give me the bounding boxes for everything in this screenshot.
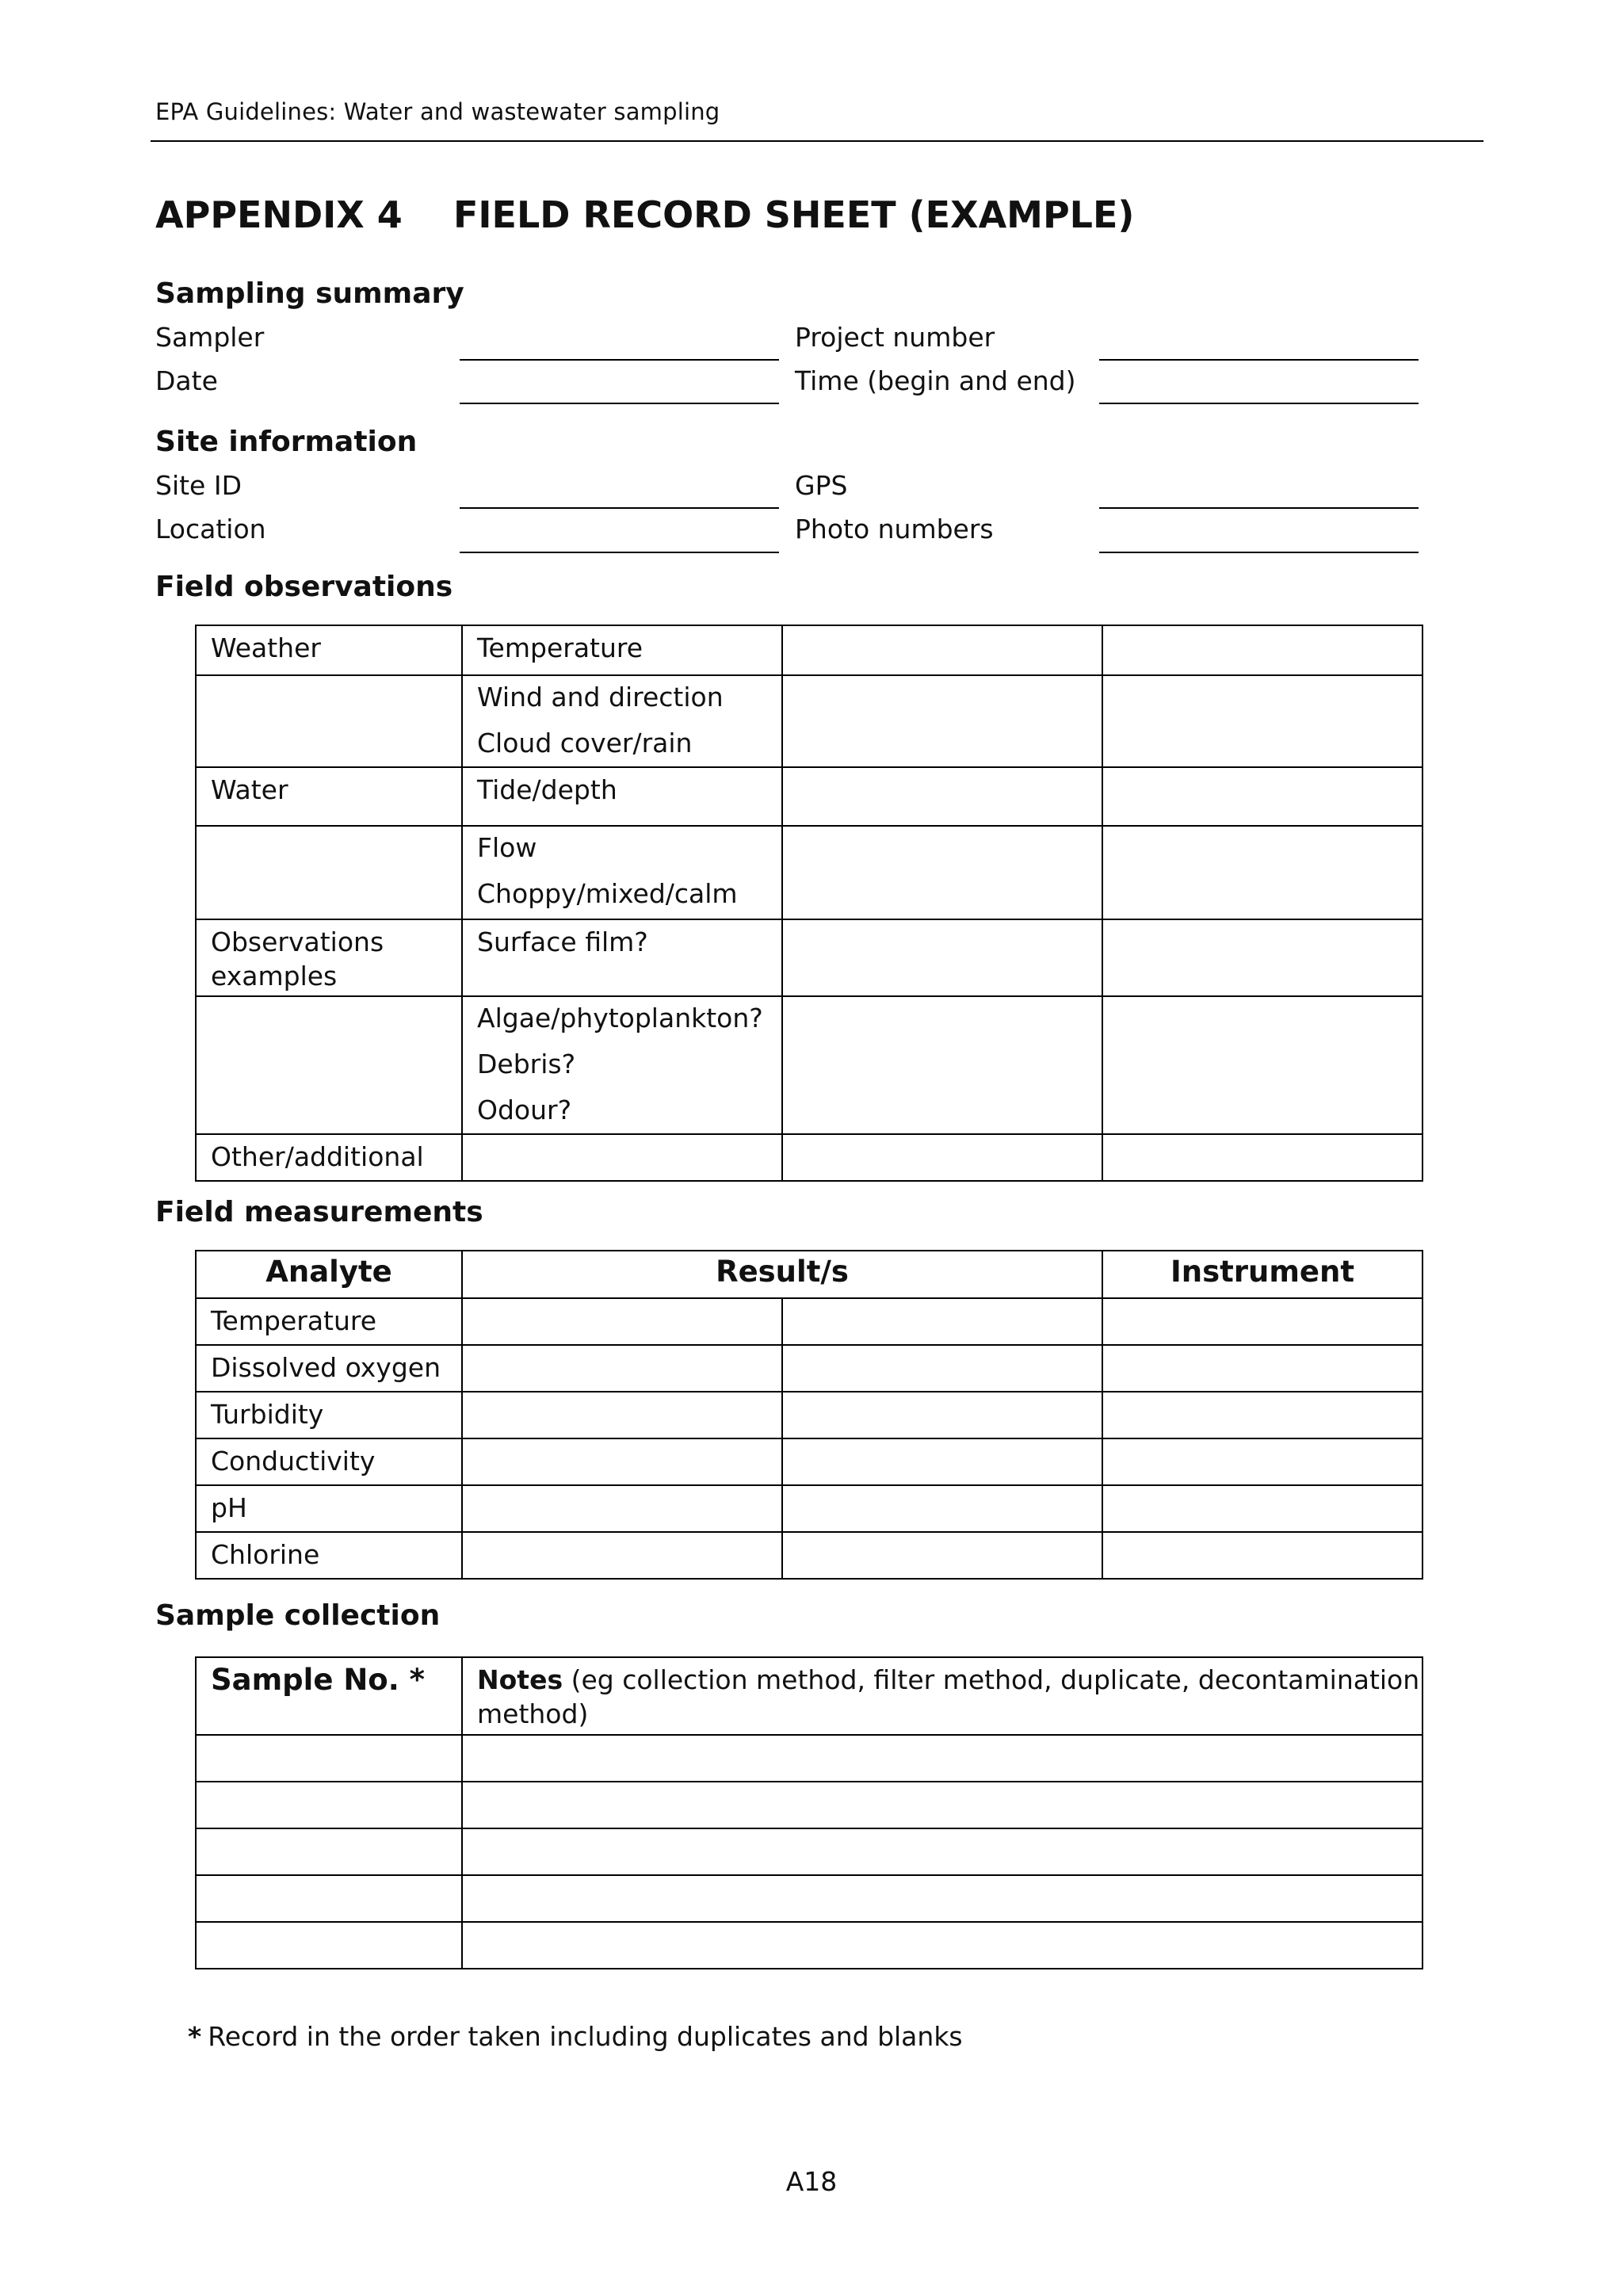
obs-item-debris: Debris?: [477, 1049, 576, 1079]
obs-item-flow: Flow: [477, 832, 537, 863]
result-cell[interactable]: [462, 1345, 782, 1392]
footnote-text: Record in the order taken including duplicates and blanks: [208, 2021, 963, 2052]
gps-label: GPS: [795, 470, 848, 501]
table-row: [196, 1735, 1423, 1782]
table-row: [196, 919, 1423, 996]
site-id-field[interactable]: [460, 507, 779, 509]
result-cell[interactable]: [782, 1532, 1102, 1579]
sample-no-cell[interactable]: [196, 1735, 462, 1782]
notes-header-bold: Notes: [477, 1664, 563, 1695]
instrument-cell[interactable]: [1102, 1438, 1423, 1485]
table-row: [196, 625, 1423, 675]
obs-category-empty: [196, 996, 462, 1134]
instrument-cell[interactable]: [1102, 1298, 1423, 1345]
sample-no-cell[interactable]: [196, 1828, 462, 1875]
analyte-cell: Turbidity: [196, 1392, 462, 1438]
obs-item-choppy: Choppy/mixed/calm: [477, 878, 738, 909]
obs-entry-cell[interactable]: [1102, 996, 1423, 1134]
analyte-cell: Dissolved oxygen: [196, 1345, 462, 1392]
sample-no-cell[interactable]: [196, 1922, 462, 1969]
result-cell[interactable]: [462, 1392, 782, 1438]
running-header: EPA Guidelines: Water and wastewater sampling: [155, 98, 720, 125]
obs-entry-cell[interactable]: [462, 1134, 782, 1181]
field-observations-heading: Field observations: [155, 571, 453, 603]
footnote-marker: *: [188, 2021, 202, 2052]
obs-entry-cell[interactable]: [782, 767, 1102, 826]
obs-item-surface-film: Surface film?: [462, 919, 782, 996]
location-label: Location: [155, 514, 266, 544]
notes-header-description: (eg collection method, filter method, duplicate, decontamination method): [477, 1664, 1420, 1729]
column-header-instrument: Instrument: [1102, 1251, 1423, 1298]
date-field[interactable]: [460, 403, 779, 404]
date-label: Date: [155, 365, 218, 396]
sampler-field[interactable]: [460, 359, 779, 361]
obs-item-odour: Odour?: [477, 1095, 572, 1125]
obs-entry-cell[interactable]: [782, 625, 1102, 675]
analyte-cell: Chlorine: [196, 1532, 462, 1579]
obs-category-empty: [196, 675, 462, 767]
obs-item-algae: Algae/phytoplankton?: [477, 1003, 763, 1033]
table-row: [196, 1438, 1423, 1485]
obs-category-weather: Weather: [196, 625, 462, 675]
obs-entry-cell[interactable]: [1102, 826, 1423, 919]
instrument-cell[interactable]: [1102, 1345, 1423, 1392]
obs-entry-cell[interactable]: [782, 826, 1102, 919]
obs-entry-cell[interactable]: [1102, 625, 1423, 675]
obs-entry-cell[interactable]: [782, 919, 1102, 996]
analyte-cell: Temperature: [196, 1298, 462, 1345]
location-field[interactable]: [460, 552, 779, 553]
instrument-cell[interactable]: [1102, 1485, 1423, 1532]
obs-entry-cell[interactable]: [1102, 675, 1423, 767]
obs-item-group: [462, 675, 782, 767]
obs-entry-cell[interactable]: [782, 996, 1102, 1134]
instrument-cell[interactable]: [1102, 1532, 1423, 1579]
table-row: [196, 1922, 1423, 1969]
instrument-cell[interactable]: [1102, 1392, 1423, 1438]
project-number-field[interactable]: [1099, 359, 1419, 361]
result-cell[interactable]: [462, 1532, 782, 1579]
sample-collection-table: [195, 1656, 1423, 1969]
table-header-row: [196, 1251, 1423, 1298]
analyte-cell: Conductivity: [196, 1438, 462, 1485]
time-field[interactable]: [1099, 403, 1419, 404]
header-rule: [151, 140, 1484, 142]
table-row: [196, 1345, 1423, 1392]
table-header-row: [196, 1657, 1423, 1735]
obs-item-group: [462, 826, 782, 919]
appendix-label: APPENDIX 4: [155, 193, 403, 236]
site-information-heading: Site information: [155, 426, 418, 458]
obs-item-group: [462, 996, 782, 1134]
result-cell[interactable]: [782, 1392, 1102, 1438]
sampler-label: Sampler: [155, 322, 265, 353]
table-row: [196, 1532, 1423, 1579]
obs-item-tide: Tide/depth: [462, 767, 782, 826]
footnote: [188, 2021, 963, 2052]
site-id-label: Site ID: [155, 470, 242, 501]
sample-no-cell[interactable]: [196, 1782, 462, 1828]
notes-cell[interactable]: [462, 1782, 1423, 1828]
column-header-results: Result/s: [462, 1251, 1102, 1298]
field-measurements-heading: Field measurements: [155, 1196, 483, 1228]
project-number-label: Project number: [795, 322, 995, 353]
time-label: Time (begin and end): [795, 365, 1076, 396]
notes-cell[interactable]: [462, 1922, 1423, 1969]
obs-category-observations: Observations examples: [196, 919, 462, 996]
notes-cell[interactable]: [462, 1875, 1423, 1922]
table-row: [196, 767, 1423, 826]
field-measurements-table: [195, 1250, 1423, 1580]
obs-category-other: Other/additional: [196, 1134, 462, 1181]
table-row: [196, 675, 1423, 767]
obs-entry-cell[interactable]: [782, 675, 1102, 767]
result-cell[interactable]: [462, 1485, 782, 1532]
result-cell[interactable]: [782, 1438, 1102, 1485]
table-row: [196, 826, 1423, 919]
obs-entry-cell[interactable]: [1102, 1134, 1423, 1181]
table-row: [196, 1134, 1423, 1181]
table-row: [196, 996, 1423, 1134]
table-row: [196, 1828, 1423, 1875]
gps-field[interactable]: [1099, 507, 1419, 509]
column-header-notes: [462, 1657, 1423, 1735]
obs-item-temperature: Temperature: [462, 625, 782, 675]
obs-item-cloud: Cloud cover/rain: [477, 728, 693, 758]
sheet-title: FIELD RECORD SHEET (EXAMPLE): [453, 193, 1135, 236]
table-row: [196, 1782, 1423, 1828]
field-observations-table: [195, 625, 1423, 1182]
sampling-summary-heading: Sampling summary: [155, 277, 464, 310]
analyte-cell: pH: [196, 1485, 462, 1532]
obs-entry-cell[interactable]: [782, 1134, 1102, 1181]
result-cell[interactable]: [462, 1438, 782, 1485]
result-cell[interactable]: [462, 1298, 782, 1345]
notes-cell[interactable]: [462, 1828, 1423, 1875]
photo-numbers-label: Photo numbers: [795, 514, 994, 544]
photo-numbers-field[interactable]: [1099, 552, 1419, 553]
obs-entry-cell[interactable]: [1102, 767, 1423, 826]
obs-category-empty: [196, 826, 462, 919]
sample-collection-heading: Sample collection: [155, 1599, 441, 1632]
obs-category-water: Water: [196, 767, 462, 826]
table-row: [196, 1298, 1423, 1345]
notes-cell[interactable]: [462, 1735, 1423, 1782]
page-number: A18: [785, 2166, 838, 2197]
table-row: [196, 1485, 1423, 1532]
table-row: [196, 1875, 1423, 1922]
obs-entry-cell[interactable]: [1102, 919, 1423, 996]
table-row: [196, 1392, 1423, 1438]
sample-no-cell[interactable]: [196, 1875, 462, 1922]
column-header-sample-no: Sample No. *: [196, 1657, 462, 1735]
result-cell[interactable]: [782, 1298, 1102, 1345]
obs-item-wind: Wind and direction: [477, 682, 724, 712]
result-cell[interactable]: [782, 1345, 1102, 1392]
result-cell[interactable]: [782, 1485, 1102, 1532]
column-header-analyte: Analyte: [196, 1251, 462, 1298]
